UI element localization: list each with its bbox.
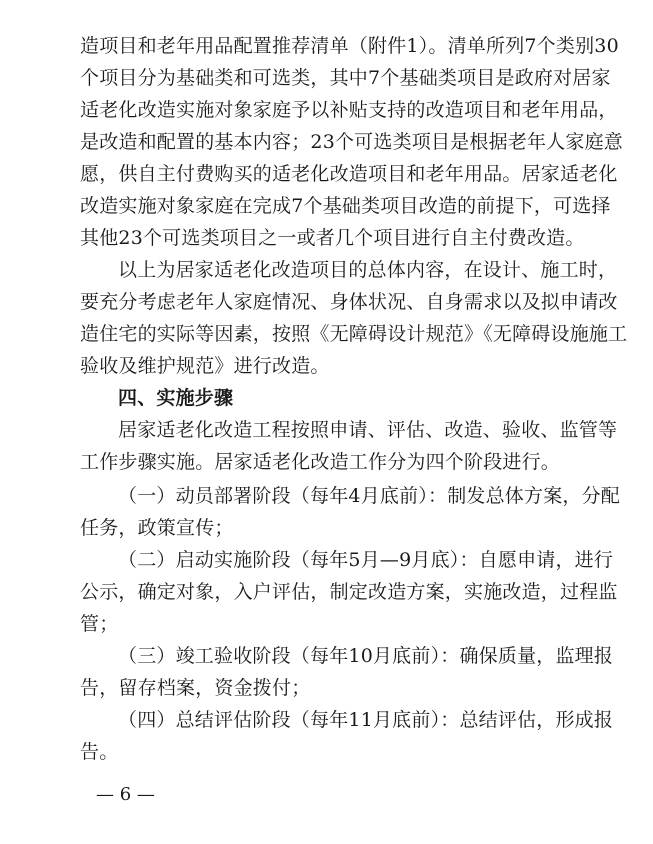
stage-item-line: （一）动员部署阶段（每年4月底前）：制发总体方案，分配 xyxy=(118,485,620,507)
body-line: 管； xyxy=(80,613,119,635)
body-line: 公示，确定对象，入户评估，制定改造方案，实施改造，过程监 xyxy=(80,581,618,603)
body-line: 个项目分为基础类和可选类，其中7个基础类项目是政府对居家 xyxy=(80,67,611,89)
body-line: 造项目和老年用品配置推荐清单（附件1）。清单所列7个类别30 xyxy=(80,35,619,57)
stage-item-line: （三）竣工验收阶段（每年10月底前）：确保质量，监理报 xyxy=(118,645,614,667)
body-line: 其他23个可选类项目之一或者几个项目进行自主付费改造。 xyxy=(80,227,585,249)
body-line: 告，留存档案，资金拨付； xyxy=(80,677,311,699)
page-number: — 6 — xyxy=(96,784,155,805)
paragraph-first-line: 以上为居家适老化改造项目的总体内容，在设计、施工时， xyxy=(118,259,618,281)
body-line: 愿，供自主付费购买的适老化改造项目和老年用品。居家适老化 xyxy=(80,163,618,185)
body-line: 改造实施对象家庭在完成7个基础类项目改造的前提下，可选择 xyxy=(80,195,611,217)
body-line: 要充分考虑老年人家庭情况、身体状况、自身需求以及拟申请改 xyxy=(80,291,618,313)
body-line: 验收及维护规范》进行改造。 xyxy=(80,355,330,377)
body-line: 是改造和配置的基本内容；23个可选类项目是根据老年人家庭意 xyxy=(80,131,623,153)
stage-item-line: （四）总结评估阶段（每年11月底前）：总结评估，形成报 xyxy=(118,709,614,731)
body-line: 告。 xyxy=(80,741,119,763)
section-heading: 四、实施步骤 xyxy=(118,387,234,409)
body-line: 适老化改造实施对象家庭予以补贴支持的改造项目和老年用品， xyxy=(80,99,618,121)
body-line: 工作步骤实施。居家适老化改造工作分为四个阶段进行。 xyxy=(80,451,561,473)
body-line: 造住宅的实际等因素，按照《无障碍设计规范》《无障碍设施施工 xyxy=(80,323,628,345)
body-line: 任务，政策宣传； xyxy=(80,517,234,539)
paragraph-first-line: 居家适老化改造工程按照申请、评估、改造、验收、监管等 xyxy=(118,419,618,441)
stage-item-line: （二）启动实施阶段（每年5月—9月底）：自愿申请，进行 xyxy=(118,549,614,571)
